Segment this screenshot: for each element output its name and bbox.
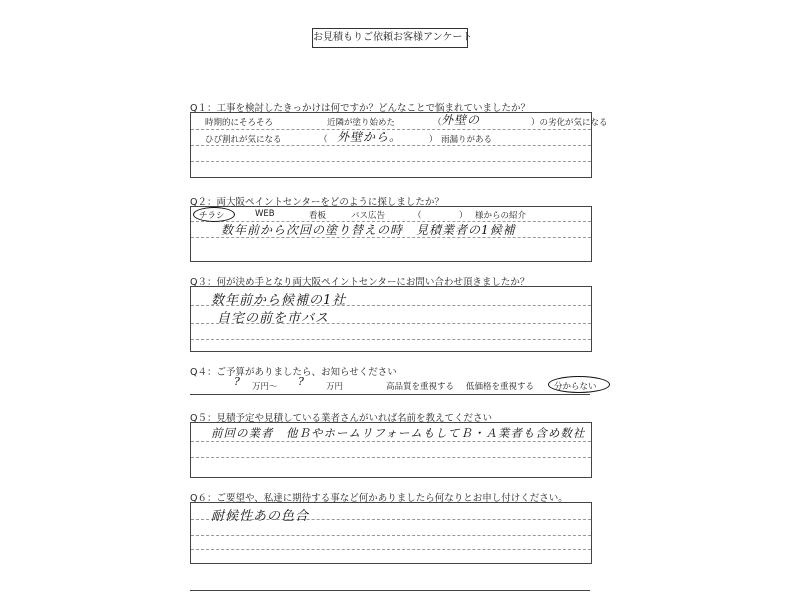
q2-option-web: WEB xyxy=(255,209,275,219)
q1-option-other-open: （ xyxy=(319,135,328,145)
q4-option-quality: 高品質を重視する xyxy=(386,382,455,392)
q1-option-other-close: ） xyxy=(429,135,438,145)
q1-option-deterioration-open: （ xyxy=(433,118,442,128)
page-bottom-rule xyxy=(190,590,590,591)
q4-unit-to: 万円 xyxy=(326,382,344,392)
q2-option-signboard: 看板 xyxy=(309,211,327,221)
q6-answer-box xyxy=(190,502,592,564)
q1-handwritten-1: 外壁の xyxy=(441,113,481,127)
q4-option-price: 低価格を重視する xyxy=(466,382,535,392)
q1-option-neighbor: 近隣が塗り始めた xyxy=(327,118,396,128)
q3-answer-box xyxy=(190,286,592,352)
q4-option-unknown: 分からない xyxy=(554,382,597,392)
answer-line xyxy=(191,339,591,340)
q2-answer-box xyxy=(190,206,592,262)
q2-question: Q２：両大阪ペイントセンターをどのように探しましたか？ xyxy=(190,197,444,208)
q5-question: Q５：見積予定や見積している業者さんがいれば名前を教えてください xyxy=(190,413,492,424)
q1-option-deterioration-close: ）の劣化が気になる xyxy=(531,118,608,128)
q6-question: Q６：ご要望や、私達に期待する事など何かありましたら何なりとお申し付けください。 xyxy=(190,493,568,504)
q2-handwritten-1: 数年前から次回の塗り替えの時 見積業者の1候補 xyxy=(221,223,516,237)
q1-handwritten-2: 外壁から。 xyxy=(337,130,403,144)
q1-question: Q１：工事を検討したきっかけは何ですか？どんなことで悩まれていましたか？ xyxy=(190,103,530,114)
answer-line xyxy=(191,441,591,442)
q1-option-cracks: ひび割れが気になる xyxy=(205,135,282,145)
q4-budget-min: ? xyxy=(234,375,241,388)
q2-option-flyer: チラシ xyxy=(199,211,225,221)
page-title: お見積もりご依頼お客様アンケート xyxy=(312,28,468,48)
q2-option-referral: 様からの紹介 xyxy=(475,211,527,221)
q4-unit-from: 万円～ xyxy=(252,382,278,392)
q1-option-leak: 雨漏りがある xyxy=(441,135,493,145)
answer-line xyxy=(191,145,591,146)
q2-option-referral-close: ） xyxy=(459,211,468,221)
answer-line xyxy=(191,161,591,162)
answer-line xyxy=(191,535,591,536)
q3-handwritten-1: 数年前から候補の1社 xyxy=(211,293,347,308)
answer-line xyxy=(191,457,591,458)
q4-question: Q４：ご予算がありましたら、お知らせください xyxy=(190,367,397,378)
answer-line xyxy=(191,549,591,550)
q2-option-referral-open: （ xyxy=(413,211,422,221)
q4-answer-row xyxy=(190,375,597,395)
q3-handwritten-2: 自宅の前を市バス xyxy=(217,311,330,326)
q5-handwritten-1: 前回の業者 他ＢやホームリフォームもしてＢ・Ａ業者も含め数社 xyxy=(211,426,586,440)
q3-question: Q３：何が決め手となり両大阪ペイントセンターにお問い合わせ頂きましたか？ xyxy=(190,277,530,288)
q1-answer-box xyxy=(190,112,608,178)
q2-option-bus-ad: バス広告 xyxy=(351,211,386,221)
q1-option-timing: 時期的にそろそろ xyxy=(205,118,274,128)
q4-budget-max: ? xyxy=(298,375,305,388)
q5-answer-box xyxy=(190,422,592,478)
q6-handwritten-1: 耐候性あの色合 xyxy=(211,509,310,524)
